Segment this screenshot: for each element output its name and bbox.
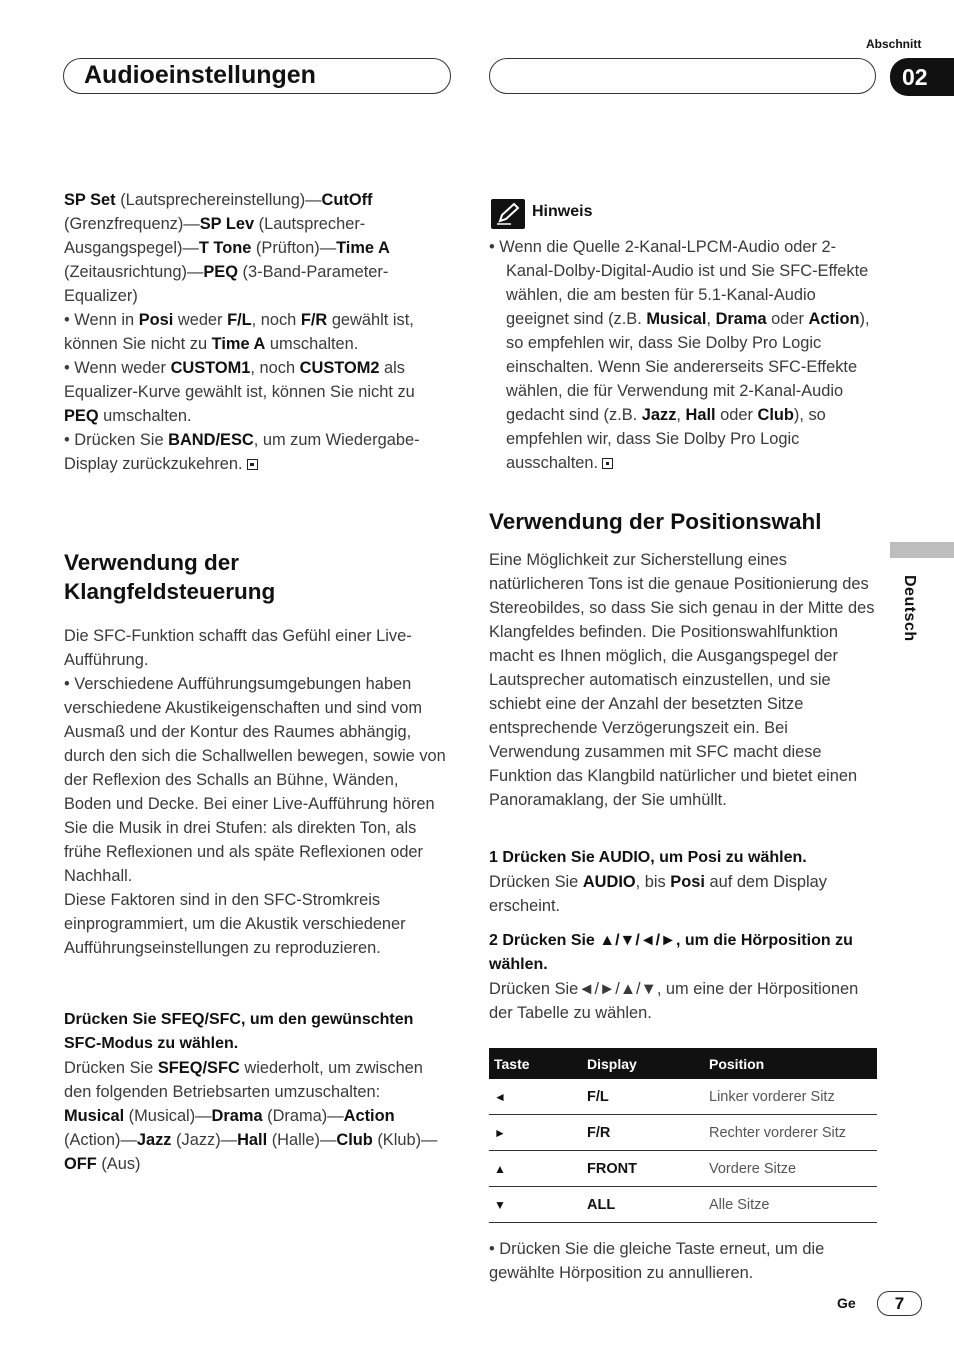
table-display: ALL [582, 1187, 704, 1223]
note-title: Hinweis [532, 203, 593, 220]
table-header [489, 1048, 877, 1079]
note-time-a: • Wenn in Posi weder F/L, noch F/R gewählt ist, können Sie nicht zu Time A umschalten. [64, 311, 414, 353]
section-label: Abschnitt [866, 37, 922, 51]
note-band-esc: • Drücken Sie BAND/ESC, um zum Wiedergabe-Display zurückzukehren. [64, 431, 420, 473]
header-empty-box [489, 58, 876, 94]
table-row [489, 1187, 877, 1223]
table-key: ▲ [489, 1151, 582, 1187]
end-mark-icon [247, 459, 258, 470]
table-row [489, 1115, 877, 1151]
table-header-cell: Taste [489, 1048, 582, 1079]
end-mark-icon [602, 458, 613, 469]
sfc-step-body: Drücken Sie SFEQ/SFC wiederholt, um zwischen den folgenden Betriebsarten umzuschalten: [64, 1059, 423, 1101]
table-row [489, 1079, 877, 1115]
position-final [489, 1237, 881, 1285]
position-table [489, 1048, 877, 1223]
note-pencil-icon [491, 199, 525, 229]
position-intro: Eine Möglichkeit zur Sicherstellung eines natürlicheren Tons ist die genaue Positionierung des Stereobildes, so dass Sie sich genau in der Mitte des Klangfeldes befinden. Die Positionswahlfunktion macht es Ihnen möglich, die Ausgangspegel der Lautsprecher automatisch einzustellen, und sie schiebt eine der Anzahl der besetzten Sitze entsprechende Verzögerungszeit ein. Bei Verwendung zusammen mit SFC macht diese Funktion das Klangbild natürlicher und bietet einen Panoramaklang, der Sie umhüllt. [489, 551, 875, 809]
table-display: F/L [582, 1079, 704, 1115]
cancel-note: • Drücken Sie die gleiche Taste erneut, um die gewählte Hörposition zu annullieren. [489, 1240, 825, 1282]
note-body [489, 235, 879, 475]
sfc-step [64, 1008, 444, 1176]
left-intro [64, 188, 439, 476]
heading-position: Verwendung der Positionswahl [489, 509, 822, 534]
sp-set-chain: SP Set (Lautsprechereinstellung)—CutOff (Grenzfrequenz)—SP Lev (Lautsprecher-Ausgangspegel)—T Tone (Prüfton)—Time A (Zeitausrichtung)—PEQ (3-Band-Parameter-Equalizer) [64, 191, 390, 305]
table-display: F/R [582, 1115, 704, 1151]
language-label: Deutsch [901, 575, 918, 642]
klangfeld-body [64, 624, 449, 960]
position-step2 [489, 929, 881, 1025]
sfc-intro: Die SFC-Funktion schafft das Gefühl einer Live-Aufführung. [64, 627, 412, 669]
sfc-step-title: Drücken Sie SFEQ/SFC, um den gewünschten SFC-Modus zu wählen. [64, 1011, 414, 1052]
sfc-factors: Diese Faktoren sind in den SFC-Stromkreis einprogrammiert, um die Akustik verschiedener Aufführungseinstellungen zu reproduzieren. [64, 891, 406, 957]
note-text: • Wenn die Quelle 2-Kanal-LPCM-Audio oder 2-Kanal-Dolby-Digital-Audio ist und Sie SFC-Effekte wählen, die am besten für 5.1-Kanal-Audio geeignet sind (z.B. Musical, Drama oder Action), so empfehlen wir, dass Sie Dolby Pro Logic einschalten. Wenn Sie andererseits SFC-Effekte wählen, die für Verwendung mit 2-Kanal-Audio gedacht sind (z.B. Jazz, Hall oder Club), so empfehlen wir, dass Sie Dolby Pro Logic ausschalten. [489, 238, 870, 472]
table-position: Rechter vorderer Sitz [704, 1115, 877, 1151]
table-header-cell: Display [582, 1048, 704, 1079]
step2-title: 2 Drücken Sie ▲/▼/◄/►, um die Hörposition zu wählen. [489, 932, 853, 973]
page-title: Audioeinstellungen [84, 61, 316, 89]
table-position: Linker vorderer Sitz [704, 1079, 877, 1115]
step2-body: Drücken Sie◄/►/▲/▼, um eine der Hörpositionen der Tabelle zu wählen. [489, 980, 859, 1022]
note-peq: • Wenn weder CUSTOM1, noch CUSTOM2 als Equalizer-Kurve gewählt ist, können Sie nicht zu PEQ umschalten. [64, 359, 415, 425]
step1-body: Drücken Sie AUDIO, bis Posi auf dem Display erscheint. [489, 873, 827, 915]
side-tab [890, 542, 954, 558]
table-position: Alle Sitze [704, 1187, 877, 1223]
language-code: Ge [837, 1295, 856, 1311]
table-display: FRONT [582, 1151, 704, 1187]
position-body [489, 548, 881, 812]
sfc-environments: • Verschiedene Aufführungsumgebungen haben verschiedene Akustikeigenschaften und sind vom Ausmaß und der Kontur des Raumes abhängig, durch den sich die Schallwellen bewegen, sowie von der Reflexion des Schalls an Bühne, Wänden, Boden und Decke. Bei einer Live-Aufführung hören Sie die Musik in drei Stufen: als direkten Ton, als frühe Reflexionen und als späte Reflexionen oder Nachhall. [64, 675, 446, 885]
table-key: ▼ [489, 1187, 582, 1223]
page-number: 7 [877, 1291, 922, 1316]
section-number: 02 [890, 58, 954, 96]
table-key: ◄ [489, 1079, 582, 1115]
sfc-modes: Musical (Musical)—Drama (Drama)—Action (Action)—Jazz (Jazz)—Hall (Halle)—Club (Klub)—OFF (Aus) [64, 1107, 438, 1173]
step1-title: 1 Drücken Sie AUDIO, um Posi zu wählen. [489, 849, 807, 866]
header-title-box [63, 58, 451, 94]
table-position: Vordere Sitze [704, 1151, 877, 1187]
position-step1 [489, 846, 881, 918]
table-key: ► [489, 1115, 582, 1151]
table-row [489, 1151, 877, 1187]
heading-klangfeld: Verwendung der Klangfeldsteuerung [64, 550, 276, 604]
table-header-cell: Position [704, 1048, 877, 1079]
